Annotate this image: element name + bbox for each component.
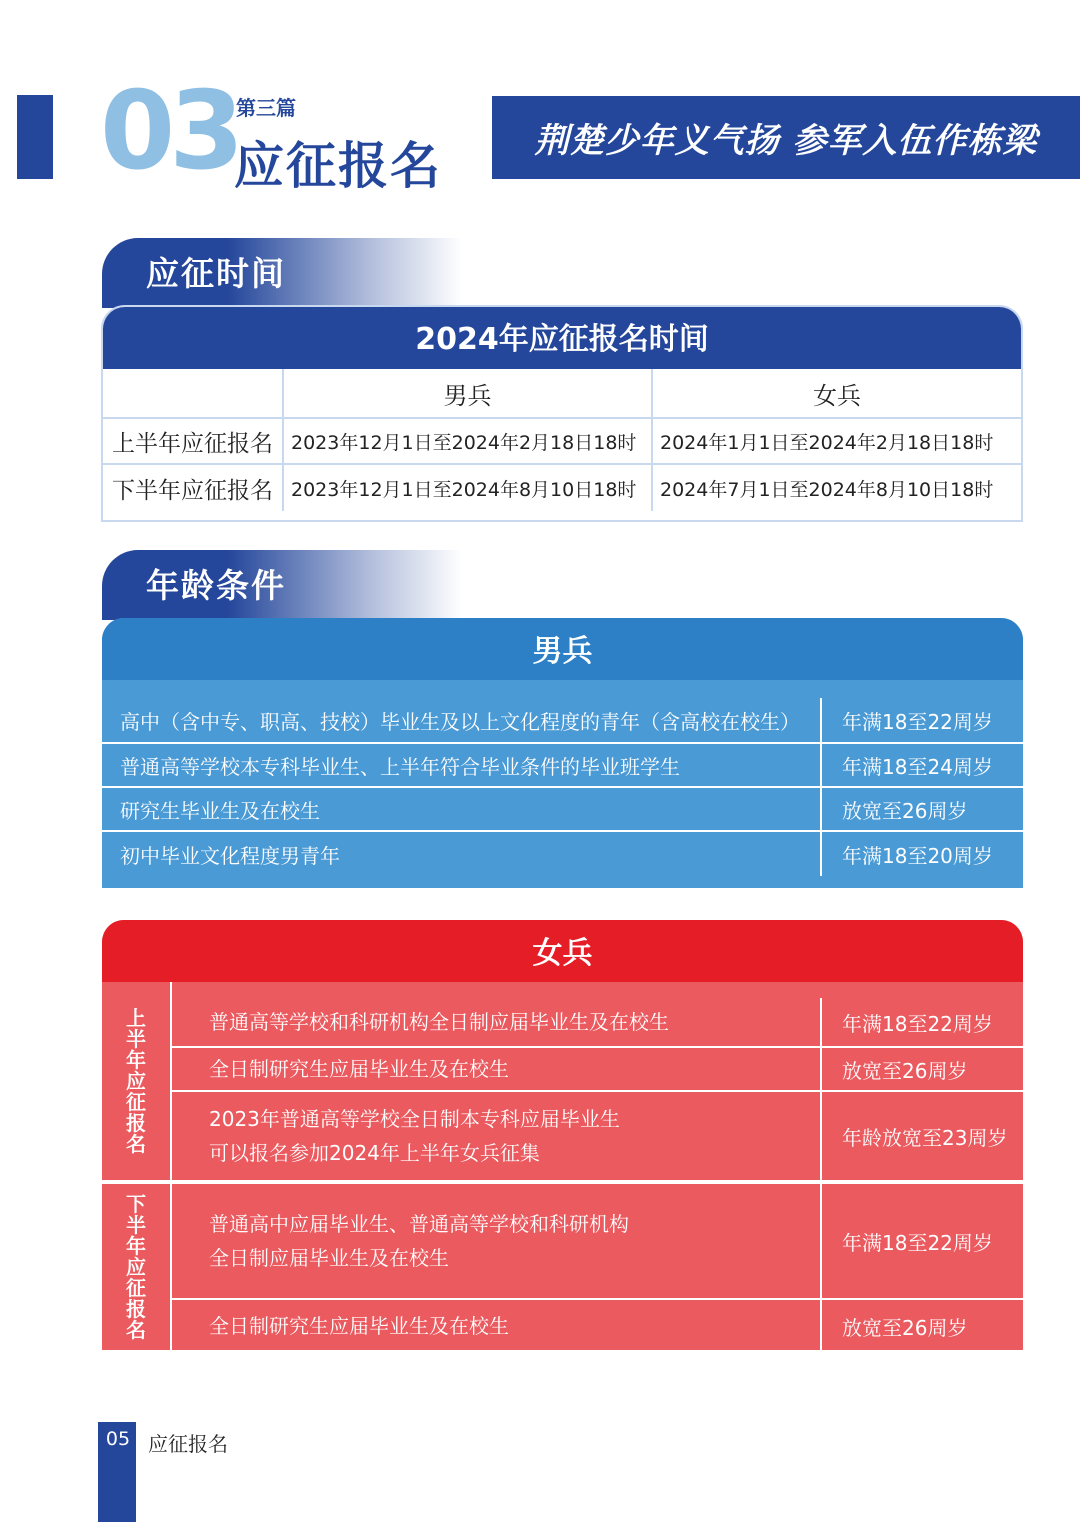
table-row [172,1184,1023,1298]
female-group-second-half [102,1180,1023,1350]
time-row-male: 2023年12月1日至2024年2月18日18时 [284,419,653,465]
footer-section-label: 应征报名 [148,1432,228,1456]
female-row-desc: 全日制研究生应届毕业生及在校生 [172,1048,822,1090]
male-row-age: 放宽至26周岁 [842,798,968,823]
time-table-corner [103,369,284,419]
male-age-table [102,618,1023,888]
female-table-title: 女兵 [102,920,1023,982]
female-group-label: 上 半 年 应 征 报 名 [102,982,172,1180]
time-row-label: 下半年应征报名 [103,465,284,511]
time-table-col-female: 女兵 [653,369,1021,419]
male-row-age: 年满18至20周岁 [842,843,993,868]
male-row-age: 年满18至24周岁 [842,754,993,779]
page-number: 05 [105,1428,131,1450]
table-row [102,786,1023,830]
time-row-label: 上半年应征报名 [103,419,284,465]
page-title: 应征报名 [234,137,442,195]
time-table-title: 2024年应征报名时间 [103,307,1021,369]
time-table-col-male: 男兵 [284,369,653,419]
female-row-age: 年满18至22周岁 [842,1011,993,1036]
chapter-number: 03 [100,69,239,194]
chapter-subtitle: 第三篇 [236,96,296,120]
male-table-title: 男兵 [102,618,1023,680]
table-row [172,1298,1023,1350]
female-row-age: 年龄放宽至23周岁 [842,1125,1008,1150]
female-row-desc: 全日制研究生应届毕业生及在校生 [172,1300,822,1350]
table-row [172,1046,1023,1090]
section-title-time: 应征时间 [102,238,462,308]
male-row-desc: 初中毕业文化程度男青年 [102,832,822,876]
time-row-female: 2024年1月1日至2024年2月18日18时 [653,419,1021,465]
male-row-age: 年满18至22周岁 [842,709,993,734]
female-age-table [102,920,1023,1350]
female-row-desc: 2023年普通高等学校全日制本专科应届毕业生 可以报名参加2024年上半年女兵征集 [172,1092,822,1180]
time-row-female: 2024年7月1日至2024年8月10日18时 [660,478,994,501]
table-row [172,982,1023,1046]
table-row [102,742,1023,786]
time-row-male: 2023年12月1日至2024年8月10日18时 [284,465,653,511]
female-group-label: 下 半 年 应 征 报 名 [102,1184,172,1350]
table-row [172,1090,1023,1180]
female-row-desc: 普通高等学校和科研机构全日制应届毕业生及在校生 [172,998,822,1046]
female-row-desc: 普通高中应届毕业生、普通高等学校和科研机构 全日制应届毕业生及在校生 [172,1184,822,1298]
table-row [102,830,1023,886]
male-row-desc: 研究生毕业生及在校生 [102,788,822,830]
male-row-desc: 普通高等学校本专科毕业生、上半年符合毕业条件的毕业班学生 [102,744,822,786]
male-row-desc: 高中（含中专、职高、技校）毕业生及以上文化程度的青年（含高校在校生） [102,698,822,742]
female-row-age: 放宽至26周岁 [842,1315,968,1340]
registration-time-table [101,305,1023,522]
slogan-banner: 荆楚少年义气扬 参军入伍作栋梁 [492,96,1080,179]
section-title-age: 年龄条件 [102,550,462,620]
female-row-age: 年满18至22周岁 [842,1230,993,1255]
table-row [102,698,1023,742]
female-row-age: 放宽至26周岁 [842,1058,968,1083]
header-accent-bar [17,95,53,179]
female-group-first-half [102,982,1023,1180]
